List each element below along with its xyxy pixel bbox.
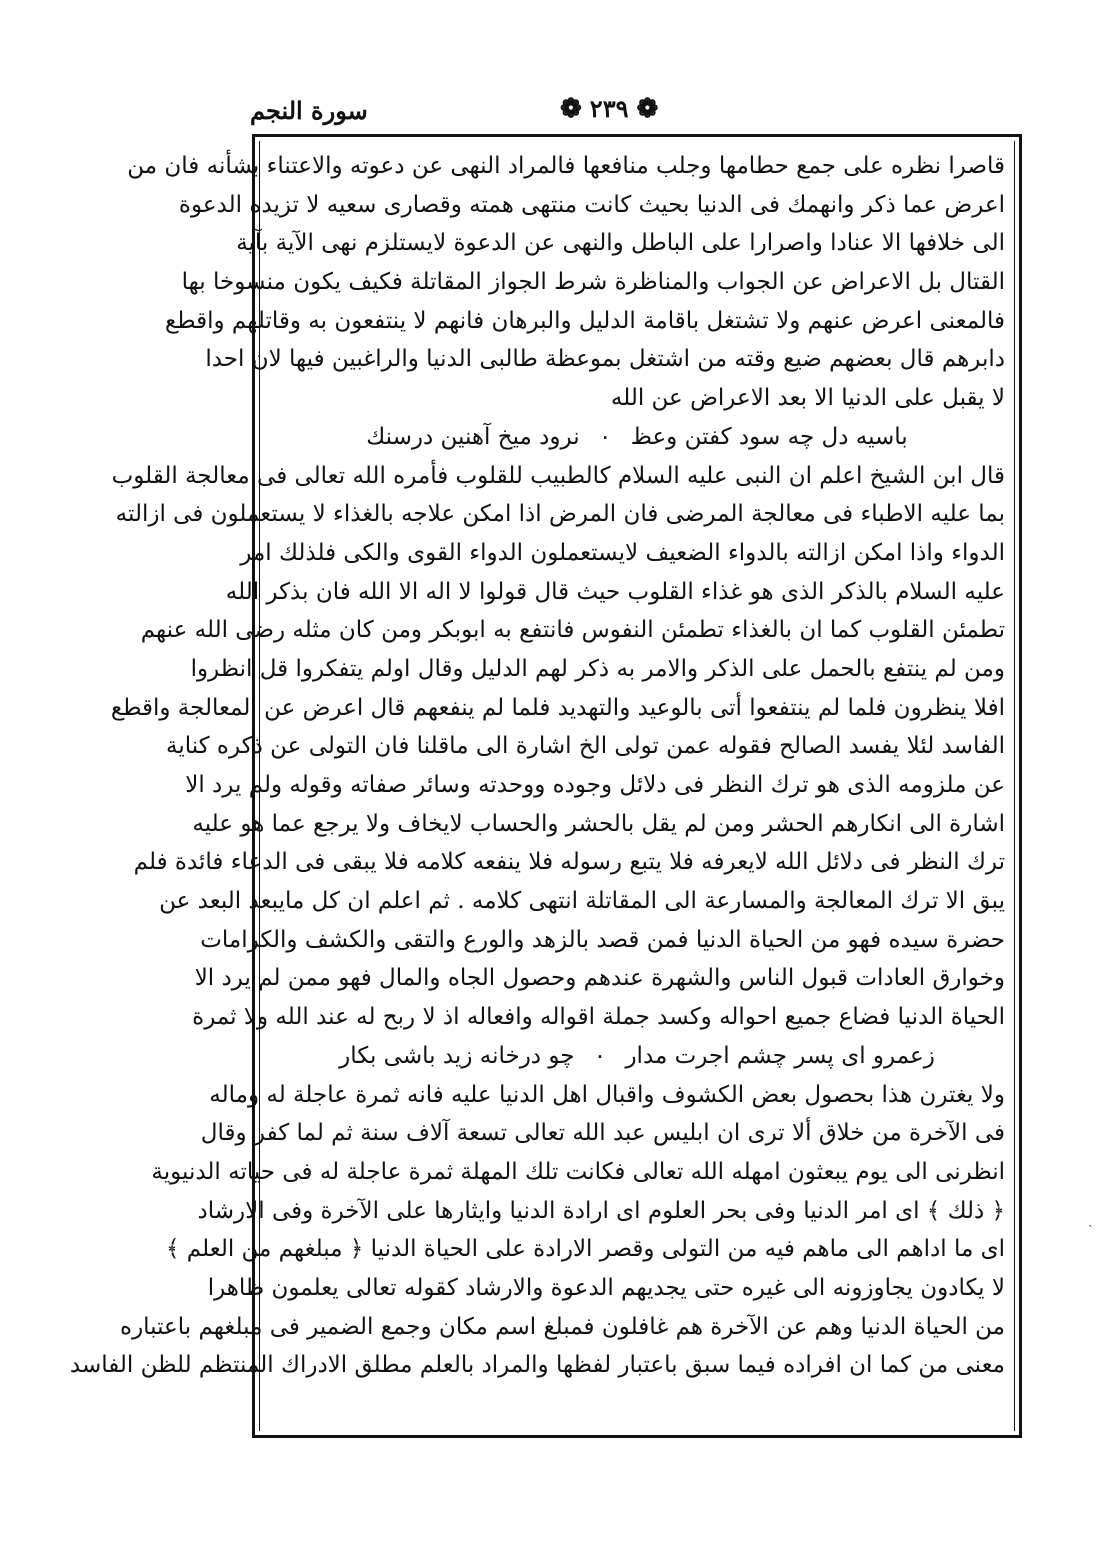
text-line: ولا يغترن هذا بحصول بعض الكشوف واقبال اهل الدنيا عليه فانه ثمرة عاجلة له وماله [209,1081,1005,1108]
text-line: الحياة الدنيا فضاع جميع احواله وكسد جملة اقواله وافعاله اذ لا ربح له عند الله ولا ثمرة [192,1004,1005,1031]
verse-hemistich-left: نرود ميخ آهنين درسنك [366,423,580,450]
text-line: عليه السلام بالذكر الذى هو غذاء القلوب حيث قال قولوا لا اله الا الله فان بذكر الله [225,578,1005,605]
text-line: وخوارق العادات قبول الناس والشهرة عندهم وحصول الجاه والمال فهو ممن لم يرد الا [194,965,1005,992]
text-line: افلا ينظرون فلما لم ينتفعوا أتى بالوعيد والتهديد فلما لم ينفعهم قال اعرض عن المعالجة واقطع [110,694,1005,721]
verse-line-2 [269,1037,1005,1076]
verse-hemistich-right: زعمرو اى پسر چشم اجرت مدار [625,1042,935,1069]
text-line: الى خلافها الا عنادا واصرارا على الباطل والنهى عن الدعوة لايستلزم نهى الآية بآية [236,230,1005,257]
text-line: انظرنى الى يوم يبعثون امهله الله تعالى فكانت تلك المهلة ثمرة عاجلة له فى حياته الدنيوية [151,1158,1005,1185]
text-frame [69,134,1022,1438]
verse-separator: ۰ [593,1042,607,1069]
text-line: فالمعنى اعرض عنهم ولا تشتغل باقامة الدليل والبرهان فانهم لا ينتفعون به وقاتلهم واقطع [165,307,1005,334]
text-line: قاصرا نظره على جمع حطامها وجلب منافعها فالمراد النهى عن دعوته والاعتناء بشأنه فان من [127,153,1005,179]
text-line: اشارة الى انكارهم الحشر ومن لم يقل بالحشر والحساب لايخاف ولا يرجع عما هو عليه [192,810,1005,837]
text-line: عن ملزومه الذى هو ترك النظر فى دلائل وجوده ووحدته وسائر صفاته وقوله ولم يرد الا [185,772,1005,798]
text-line: من الحياة الدنيا وهم عن الآخرة هم غافلون فمبلغ اسم مكان وجمع الضمير فى مبلغهم باعتباره [120,1313,1005,1340]
text-line: بما عليه الاطباء فى معالجة المرضى فان المرض اذا امكن علاجه بالغذاء لا يستعملون فى ازالته [115,501,1005,528]
text-line: حضرة سيده فهو من الحياة الدنيا فمن قصد بالزهد والورع والتقى والكشف والكرامات [200,926,1005,953]
text-line: ترك النظر فى دلائل الله لايعرفه فلا يتبع رسوله فلا ينفعه كلامه فلا يبقى فى الدعاء فائدة فلم [133,849,1005,876]
text-line: ﴿ ذلك ﴾ اى امر الدنيا وفى بحر العلوم اى ارادة الدنيا وايثارها على الآخرة وفى الارشاد [197,1197,1005,1224]
text-line: ومن لم ينتفع بالحمل على الذكر والامر به ذكر لهم الدليل وقال اولم يتفكروا قل انظروا [190,655,1005,682]
verse-line-1 [269,418,1005,457]
ornament-left-icon: ❁ [560,93,582,124]
text-line: معنى من كما ان افراده فيما سبق باعتبار لفظها والمراد بالعلم مطلق الادراك المنتظم للظن الفاسد [69,1352,1005,1379]
text-line: دابرهم قال بعضهم ضيع وقته من اشتغل بموعظة طالبى الدنيا والراغبين فيها لان احدا [205,346,1005,373]
text-line: اى ما اداهم الى ماهم فيه من التولى وقصر الارادة على الحياة الدنيا ﴿ مبلغهم من العلم ﴾ [166,1236,1005,1263]
running-title: سورة النجم [250,96,368,125]
text-line: تطمئن القلوب كما ان بالغذاء تطمئن النفوس فانتفع به ابوبكر ومن كان مثله رضى الله عنهم [140,617,1005,644]
text-line: القتال بل الاعراض عن الجواب والمناظرة شرط الجواز المقاتلة فكيف يكون منسوخا بها [181,269,1005,296]
text-line: لا يكادون يجاوزونه الى غيره حتى يجديهم الدعوة والارشاد كقوله تعالى يعلمون ظاهرا [207,1274,1005,1301]
text-line: يبق الا ترك المعالجة والمسارعة الى المقاتلة انتهى كلامه . ثم اعلم ان كل مايبعد البعد عن [159,888,1005,915]
text-line: فى الآخرة من خلاق ألا ترى ان ابليس عبد الله تعالى تسعة آلاف سنة ثم لما كفر وقال [200,1120,1005,1147]
text-line: الدواء واذا امكن ازالته بالدواء الضعيف لايستعملون الدواء القوى والكى فلذلك امر [240,539,1005,566]
text-body [69,147,1005,1385]
verse-hemistich-left: چو درخانه زيد باشى بكار [339,1042,575,1069]
verse-hemistich-right: باسيه دل چه سود كفتن وعظ [630,423,908,450]
page-number-block [560,94,658,123]
text-line: قال ابن الشيخ اعلم ان النبى عليه السلام كالطبيب للقلوب فأمره الله تعالى فى معالجة القلوب [111,462,1005,489]
margin-scan-mark: ˏ [1088,1212,1093,1228]
page-number: ٢٣٩ [589,94,629,123]
text-line: لا يقبل على الدنيا الا بعد الاعراض عن الله [610,385,1005,412]
ornament-right-icon: ❁ [636,93,659,124]
page-header [250,92,1030,132]
text-line: الفاسد لئلا يفسد الصالح فقوله عمن تولى الخ اشارة الى ماقلنا فان التولى عن ذكره كناية [165,733,1005,760]
text-line: اعرض عما ذكر وانهمك فى الدنيا بحيث كانت منتهى همته وقصارى سعيه لا تزيده الدعوة [178,191,1005,218]
verse-separator: ۰ [598,423,612,450]
